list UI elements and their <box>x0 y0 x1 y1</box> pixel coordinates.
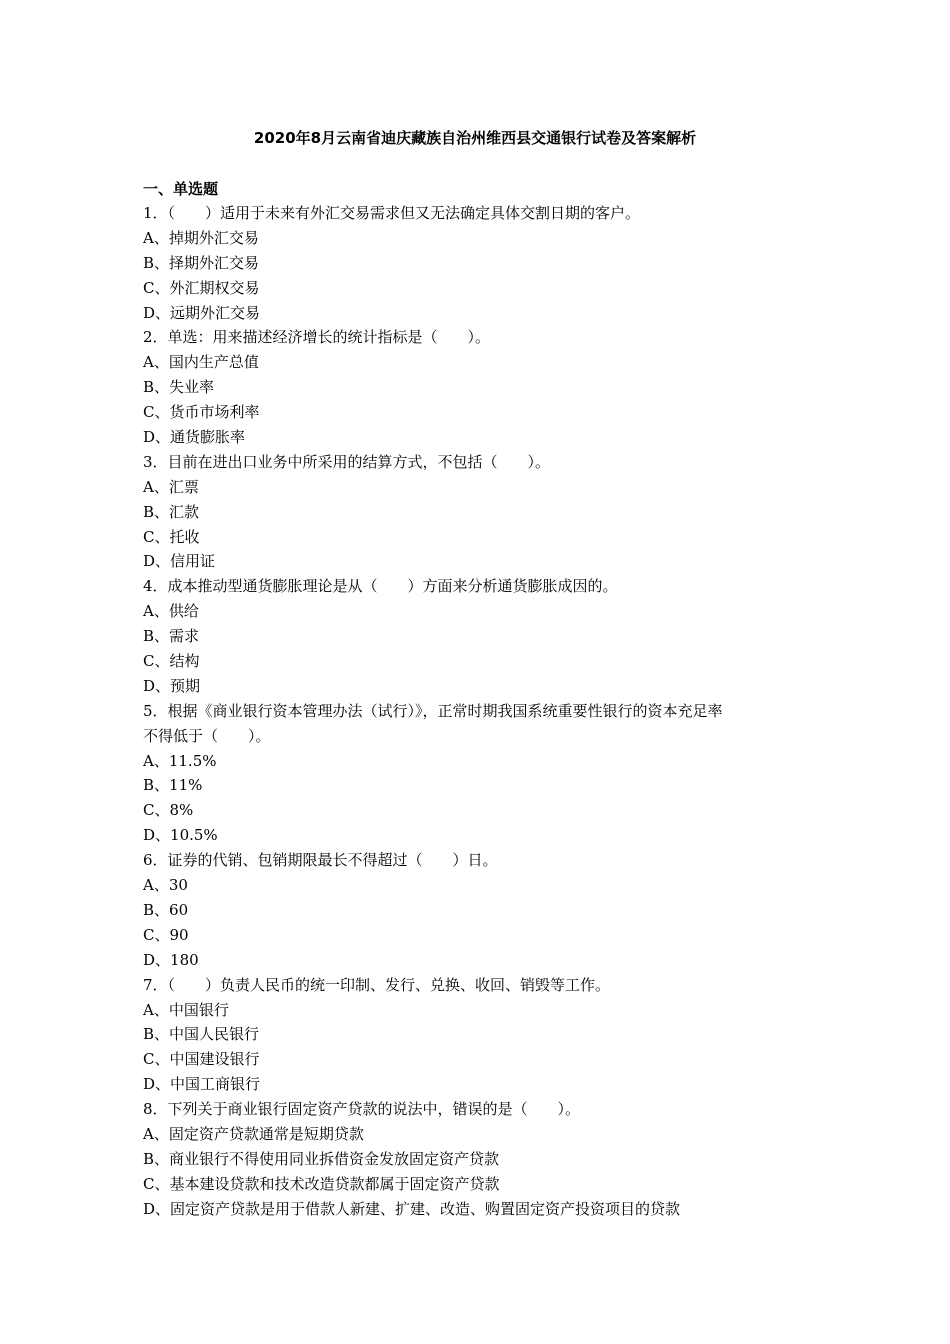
answer-option: B、择期外汇交易 <box>143 253 260 272</box>
answer-option: A、汇票 <box>143 477 199 496</box>
answer-option: D、通货膨胀率 <box>143 428 246 447</box>
answer-option: A、中国银行 <box>143 1000 229 1019</box>
question-block <box>143 201 823 325</box>
question-block <box>143 325 823 449</box>
answer-option: B、11% <box>143 776 203 795</box>
question-block <box>143 848 823 972</box>
question-list <box>143 201 823 1222</box>
answer-option: B、60 <box>143 900 189 919</box>
question-stem: 3．目前在进出口业务中所采用的结算方式，不包括（ ）。 <box>143 452 551 471</box>
answer-option: A、掉期外汇交易 <box>143 228 259 247</box>
answer-option: D、信用证 <box>143 552 216 571</box>
answer-option: B、中国人民银行 <box>143 1025 260 1044</box>
answer-option: D、固定资产贷款是用于借款人新建、扩建、改造、购置固定资产投资项目的贷款 <box>143 1199 681 1218</box>
question-stem: 1．（ ）适用于未来有外汇交易需求但又无法确定具体交割日期的客户。 <box>143 204 641 222</box>
answer-option: D、预期 <box>143 676 201 695</box>
question-stem: 2．单选：用来描述经济增长的统计指标是（ ）。 <box>143 328 491 347</box>
answer-option: A、11.5% <box>143 751 217 770</box>
answer-option: C、中国建设银行 <box>143 1050 260 1069</box>
answer-option: A、固定资产贷款通常是短期贷款 <box>143 1124 364 1143</box>
answer-option: C、托收 <box>143 527 200 546</box>
answer-option: C、货币市场利率 <box>143 403 260 422</box>
question-stem: 不得低于（ ）。 <box>143 726 271 745</box>
document-title: 2020年8月云南省迪庆藏族自治州维西县交通银行试卷及答案解析 <box>253 129 697 147</box>
answer-option: C、外汇期权交易 <box>143 278 260 297</box>
section-heading: 一、单选题 <box>143 180 219 198</box>
answer-option: B、商业银行不得使用同业拆借资金发放固定资产贷款 <box>143 1149 500 1168</box>
answer-option: D、远期外汇交易 <box>143 303 261 322</box>
answer-option: A、国内生产总值 <box>143 353 259 372</box>
answer-option: B、需求 <box>143 627 200 646</box>
answer-option: C、90 <box>143 925 189 944</box>
answer-option: D、180 <box>143 950 199 969</box>
answer-option: B、汇款 <box>143 502 200 521</box>
answer-option: C、8% <box>143 801 194 820</box>
question-stem: 7．（ ）负责人民币的统一印制、发行、兑换、收回、销毁等工作。 <box>143 975 611 994</box>
question-block <box>143 1097 823 1221</box>
answer-option: D、中国工商银行 <box>143 1075 261 1094</box>
answer-option: A、供给 <box>143 602 199 621</box>
question-stem: 8．下列关于商业银行固定资产贷款的说法中，错误的是（ ）。 <box>143 1100 581 1119</box>
answer-option: C、结构 <box>143 652 200 671</box>
question-block <box>143 973 823 1097</box>
question-stem: 4．成本推动型通货膨胀理论是从（ ）方面来分析通货膨胀成因的。 <box>143 577 618 596</box>
question-stem: 6．证券的代销、包销期限最长不得超过（ ）日。 <box>143 851 498 870</box>
question-block <box>143 450 823 574</box>
answer-option: B、失业率 <box>143 378 215 397</box>
answer-option: C、基本建设贷款和技术改造贷款都属于固定资产贷款 <box>143 1174 500 1193</box>
question-block <box>143 699 823 848</box>
question-stem: 5．根据《商业银行资本管理办法（试行）》，正常时期我国系统重要性银行的资本充足率 <box>143 701 723 720</box>
answer-option: A、30 <box>143 876 188 895</box>
answer-option: D、10.5% <box>143 826 218 845</box>
question-block <box>143 574 823 698</box>
